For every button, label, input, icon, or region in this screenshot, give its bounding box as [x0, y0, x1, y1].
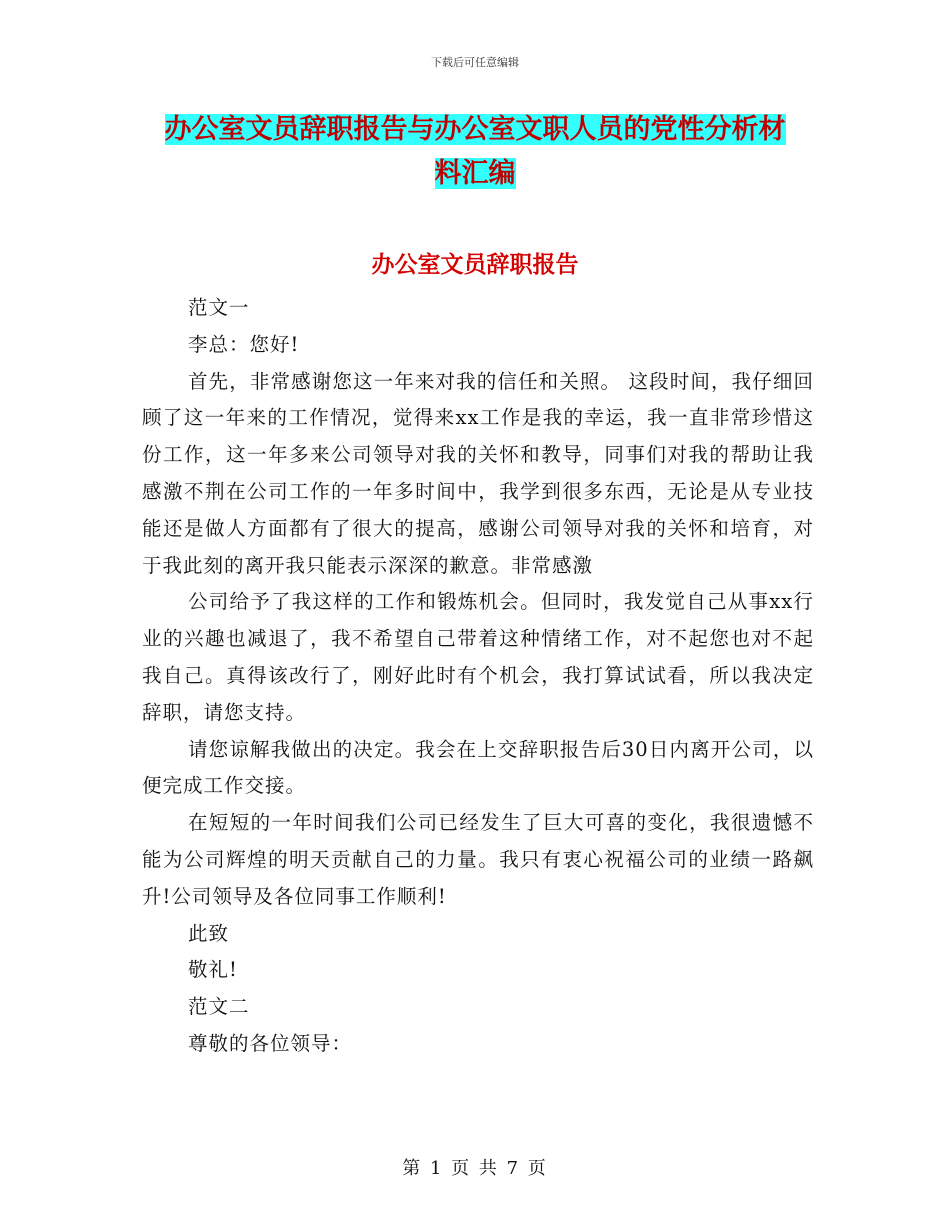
document-title-line-1: 办公室文员辞职报告与办公室文职人员的党性分析材 [164, 114, 786, 145]
document-title-line-2: 料汇编 [434, 158, 516, 189]
letter-body [142, 290, 814, 1063]
paragraph-sample-1-label: 范文一 [188, 296, 250, 319]
paragraph-regards: 敬礼! [188, 958, 238, 982]
paragraph-reason: 公司给予了我这样的工作和锻炼机会。但同时，我发觉自己从事xx行业的兴趣也减退了，我不希望自己带着这种情绪工作，对不起您也对不起我自己。真得该改行了，刚好此时有个机会，我打算试试看，所以我决定辞职，请您支持。 [142, 590, 814, 724]
document-title [140, 108, 810, 196]
paragraph-sample-2-label: 范文二 [188, 995, 250, 1019]
paragraph-salutation: 李总：您好! [188, 332, 300, 356]
page-number: 第 1 页 共 7 页 [402, 1158, 548, 1179]
header-note: 下载后可任意编辑 [431, 56, 519, 69]
paragraph-closing: 此致 [188, 921, 230, 945]
section-title: 办公室文员辞职报告 [371, 251, 579, 278]
paragraph-thanks: 首先，非常感谢您这一年来对我的信任和关照。 这段时间，我仔细回顾了这一年来的工作情况，觉得来xx工作是我的幸运，我一直非常珍惜这份工作，这一年多来公司领导对我的关怀和教导，同事们对我的帮助让我感激不荆在公司工作的一年多时间中，我学到很多东西，无论是从专业技能还是做人方面都有了很大的提高，感谢公司领导对我的关怀和培育，对于我此刻的离开我只能表示深深的歉意。非常感激 [142, 369, 814, 577]
paragraph-salutation-2: 尊敬的各位领导： [188, 1031, 353, 1055]
paragraph-wishes: 在短短的一年时间我们公司已经发生了巨大可喜的变化，我很遗憾不能为公司辉煌的明天贡献自己的力量。我只有衷心祝福公司的业绩一路飙升!公司领导及各位同事工作顺利! [142, 811, 814, 908]
paragraph-request: 请您谅解我做出的决定。我会在上交辞职报告后30日内离开公司，以便完成工作交接。 [142, 737, 814, 798]
